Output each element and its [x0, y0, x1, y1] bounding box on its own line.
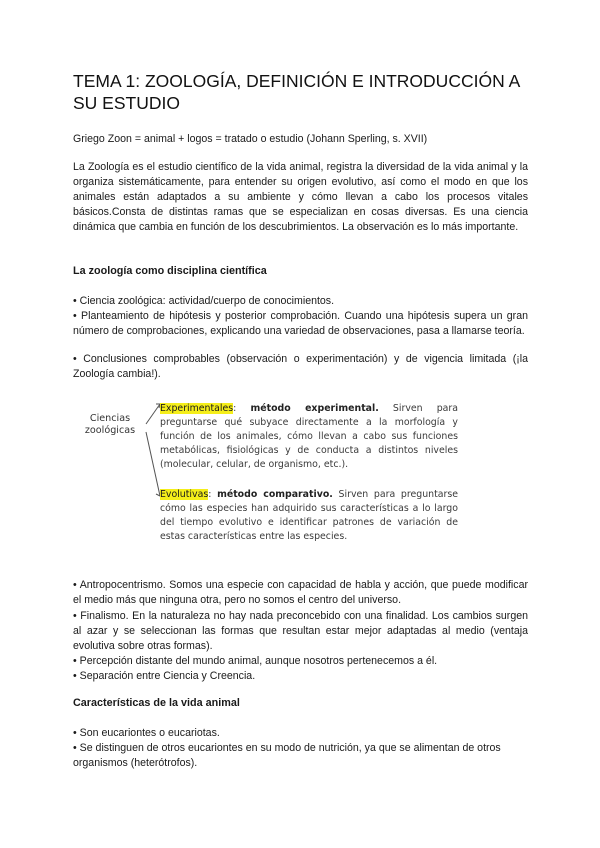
- diagram-root-label: Ciencias zoológicas: [84, 413, 136, 436]
- etymology-line: Griego Zoon = animal + logos = tratado o estudio (Johann Sperling, s. XVII): [73, 133, 428, 145]
- branch-experimentales: Experimentales: método experimental. Sirven para preguntarse qué subyace directamente a la morfología y función de los animales, cómo llevan a cabo sus funciones metabólicas, fisiológicas y de conducta a distintos niveles (molecular, celular, de organismo, etc.).: [160, 403, 458, 470]
- intro-paragraph: La Zoología es el estudio científico de la vida animal, registra la diversidad de la vida animal y la organiza sistemáticamente, para entender su origen evolutivo, así como el modo en que los animales están adaptados a su ambiente y cómo llevan a cabo los procesos vitales básicos.Consta de distintas ramas que se especializan en cosas diversas. Es una ciencia dinámica que cambia en función de los descubrimientos. La observación es lo más importante.: [73, 161, 528, 233]
- bullet-nutricion: • Se distinguen de otros eucariontes en su modo de nutrición, ya que se alimentan de otros organismos (heterótrofos).: [73, 742, 501, 769]
- bullet-conclusiones: • Conclusiones comprobables (observación o experimentación) y de vigencia limitada (¡la Zoología cambia!).: [73, 353, 528, 380]
- bullet-antropocentrismo: • Antropocentrismo. Somos una especie con capacidad de habla y acción, que puede modificar el medio más que ninguna otra, pero no somos el centro del universo.: [73, 579, 528, 606]
- bullet-percepcion: • Percepción distante del mundo animal, aunque nosotros pertenecemos a él.: [73, 655, 438, 667]
- branch-evolutivas-method: método comparativo.: [217, 489, 333, 500]
- ciencias-zoologicas-diagram: [80, 396, 460, 556]
- branch-experimentales-name: Experimentales: [160, 403, 234, 414]
- section-heading-caracteristicas: Características de la vida animal: [73, 697, 240, 709]
- branch-evolutivas-name: Evolutivas: [160, 489, 209, 500]
- document-title: TEMA 1: ZOOLOGÍA, DEFINICIÓN E INTRODUCCIÓN A SU ESTUDIO: [73, 71, 520, 113]
- bullet-hipotesis: • Planteamiento de hipótesis y posterior comprobación. Cuando una hipótesis supera un gran número de comprobaciones, explicando una variedad de observaciones, pasa a llamarse teoría.: [73, 310, 528, 337]
- bullet-eucariontes: • Son eucariontes o eucariotas.: [73, 727, 220, 739]
- bullet-ciencia-zoologica: • Ciencia zoológica: actividad/cuerpo de conocimientos.: [73, 295, 335, 307]
- branch-evolutivas-text: Sirven para preguntarse cómo las especies han adquirido sus características a lo largo del tiempo evolutivo e identificar patrones de variación de estas características entre las especies.: [160, 489, 459, 542]
- branch-experimentales-text: Sirven para preguntarse qué subyace directamente a la morfología y función de los animales, cómo llevan a cabo sus funciones metabólicas, fisiológicas y de conducta a distintos niveles (molecular, celular, de organismo, etc.).: [160, 403, 458, 470]
- branch-evolutivas: Evolutivas: método comparativo. Sirven para preguntarse cómo las especies han adquirido sus características a lo largo del tiempo evolutivo e identificar patrones de variación de estas características entre las especies.: [160, 489, 459, 542]
- bullet-finalismo: • Finalismo. En la naturaleza no hay nada preconcebido con una finalidad. Los cambios surgen al azar y se seleccionan las formas que resultan estar mejor adaptadas al medio (ventaja evolutiva sobre otras formas).: [73, 610, 528, 652]
- branch-experimentales-method: método experimental.: [250, 403, 379, 414]
- section-heading-disciplina: La zoología como disciplina científica: [73, 265, 267, 277]
- bullet-separacion: • Separación entre Ciencia y Creencia.: [73, 670, 256, 682]
